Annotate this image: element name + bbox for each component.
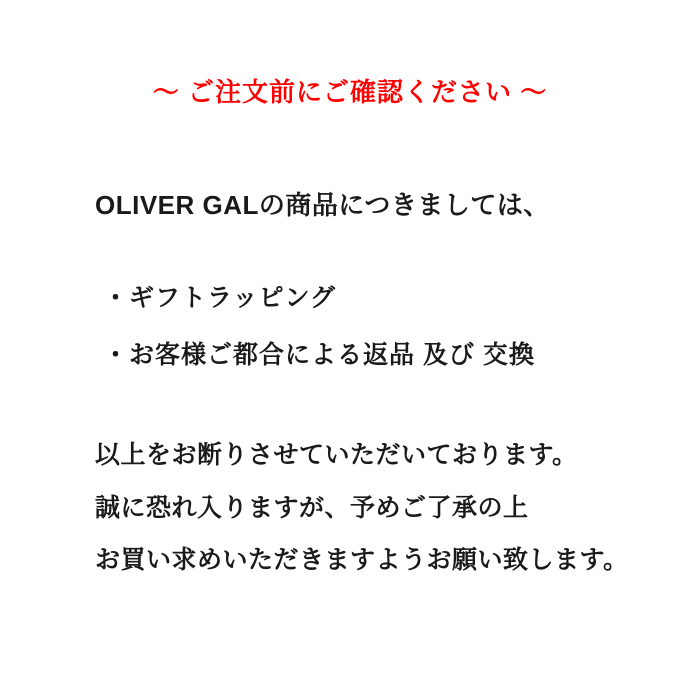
closing-line-3: お買い求めいただきますようお願い致します。 — [95, 546, 629, 575]
list-item-gift-wrapping: ・ギフトラッピング — [103, 284, 337, 313]
closing-paragraph — [95, 429, 640, 587]
restrictions-list — [95, 285, 640, 369]
notice-heading: 〜 ご注文前にご確認ください 〜 — [152, 77, 548, 107]
closing-line-2: 誠に恐れ入りますが、予めご了承の上 — [95, 493, 529, 522]
list-item-returns-exchanges: ・お客様ご都合による返品 及び 交換 — [103, 340, 535, 369]
intro-line: OLIVER GALの商品につきましては、 — [95, 189, 550, 220]
closing-line-1: 以上をお断りさせていただいております。 — [95, 441, 578, 470]
